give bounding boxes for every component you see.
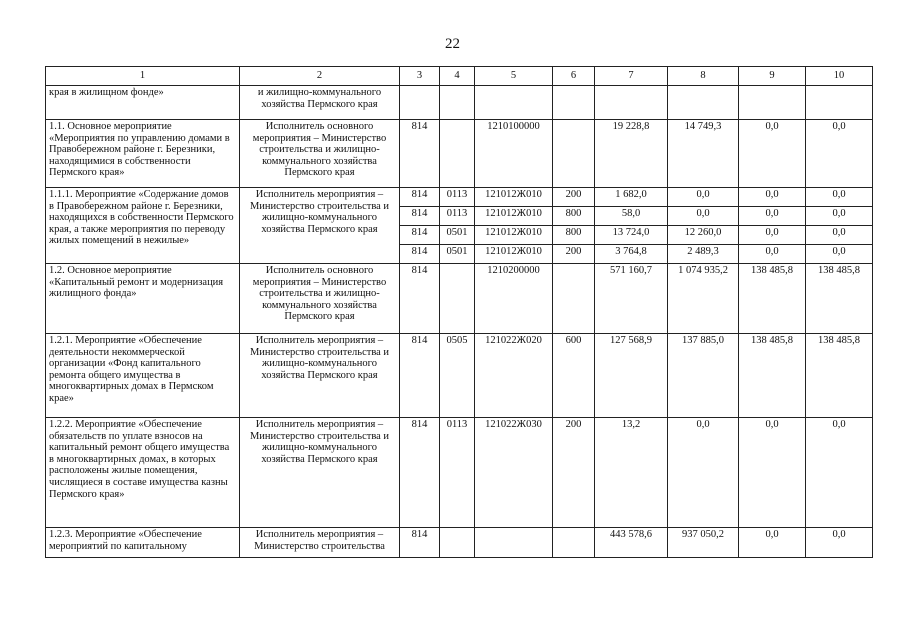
amount-year-3: 0,0 — [739, 120, 806, 188]
csr-code: 121012Ж010 — [475, 207, 553, 226]
measure-name: 1.2.2. Мероприятие «Обеспечение обязательств по уплате взносов на капитальный ремонт общего имущества в многоквартирных домах, в которых расположены жилые помещения, числящиеся в составе имущества казны Пермского края» — [46, 418, 240, 528]
section-code: 0113 — [440, 207, 475, 226]
header-cell: 2 — [240, 67, 400, 86]
amount-year-2: 14 749,3 — [668, 120, 739, 188]
header-cell: 8 — [668, 67, 739, 86]
vr-code — [553, 86, 595, 120]
table-row — [46, 86, 873, 120]
amount-year-4 — [806, 86, 873, 120]
amount-year-4: 138 485,8 — [806, 334, 873, 418]
table-row — [46, 528, 873, 558]
header-cell: 9 — [739, 67, 806, 86]
budget-table — [45, 66, 873, 558]
table-row — [46, 264, 873, 334]
executor: Исполнитель мероприятия – Министерство строительства и жилищно-коммунального хозяйства Пермского края — [240, 418, 400, 528]
csr-code: 121012Ж010 — [475, 245, 553, 264]
measure-name: края в жилищном фонде» — [46, 86, 240, 120]
header-cell: 6 — [553, 67, 595, 86]
table-row — [46, 120, 873, 188]
grbs-code: 814 — [400, 418, 440, 528]
grbs-code: 814 — [400, 528, 440, 558]
executor: Исполнитель основного мероприятия – Министерство строительства и жилищно-коммунального хозяйства Пермского края — [240, 264, 400, 334]
header-cell: 5 — [475, 67, 553, 86]
amount-year-2: 937 050,2 — [668, 528, 739, 558]
header-cell: 3 — [400, 67, 440, 86]
measure-name: 1.1. Основное мероприятие «Мероприятия по управлению домами в Правобережном районе г. Березники, находящимися в собственности Пермского края» — [46, 120, 240, 188]
amount-year-1: 1 682,0 — [595, 188, 668, 207]
executor: Исполнитель мероприятия – Министерство строительства и жилищно-коммунального хозяйства Пермского края — [240, 188, 400, 264]
header-cell: 1 — [46, 67, 240, 86]
amount-year-4: 0,0 — [806, 245, 873, 264]
amount-year-3: 0,0 — [739, 245, 806, 264]
table-row — [46, 334, 873, 418]
csr-code — [475, 86, 553, 120]
amount-year-4: 0,0 — [806, 188, 873, 207]
grbs-code: 814 — [400, 264, 440, 334]
executor: Исполнитель мероприятия – Министерство строительства — [240, 528, 400, 558]
amount-year-2 — [668, 86, 739, 120]
csr-code: 121012Ж010 — [475, 188, 553, 207]
amount-year-1: 443 578,6 — [595, 528, 668, 558]
section-code — [440, 86, 475, 120]
csr-code — [475, 528, 553, 558]
amount-year-4: 0,0 — [806, 528, 873, 558]
amount-year-3: 0,0 — [739, 418, 806, 528]
amount-year-3: 138 485,8 — [739, 264, 806, 334]
section-code: 0505 — [440, 334, 475, 418]
header-row — [46, 67, 873, 86]
page-number: 22 — [445, 36, 460, 52]
amount-year-3: 0,0 — [739, 226, 806, 245]
amount-year-1: 13 724,0 — [595, 226, 668, 245]
measure-name: 1.2. Основное мероприятие «Капитальный ремонт и модернизация жилищного фонда» — [46, 264, 240, 334]
amount-year-4: 0,0 — [806, 418, 873, 528]
table-row — [46, 418, 873, 528]
vr-code: 800 — [553, 207, 595, 226]
section-code: 0501 — [440, 245, 475, 264]
executor: и жилищно-коммунального хозяйства Пермского края — [240, 86, 400, 120]
header-cell: 4 — [440, 67, 475, 86]
section-code — [440, 264, 475, 334]
section-code — [440, 528, 475, 558]
csr-code: 1210100000 — [475, 120, 553, 188]
amount-year-2: 0,0 — [668, 207, 739, 226]
amount-year-4: 0,0 — [806, 120, 873, 188]
measure-name: 1.2.1. Мероприятие «Обеспечение деятельности некоммерческой организации «Фонд капитального ремонта общего имущества в многоквартирных домах в Пермском крае» — [46, 334, 240, 418]
amount-year-3: 0,0 — [739, 188, 806, 207]
vr-code: 200 — [553, 188, 595, 207]
vr-code: 800 — [553, 226, 595, 245]
amount-year-4: 0,0 — [806, 207, 873, 226]
amount-year-1: 571 160,7 — [595, 264, 668, 334]
csr-code: 1210200000 — [475, 264, 553, 334]
amount-year-3: 0,0 — [739, 207, 806, 226]
amount-year-1: 3 764,8 — [595, 245, 668, 264]
section-code: 0501 — [440, 226, 475, 245]
measure-name: 1.2.3. Мероприятие «Обеспечение мероприятий по капитальному — [46, 528, 240, 558]
amount-year-3: 0,0 — [739, 528, 806, 558]
grbs-code: 814 — [400, 207, 440, 226]
amount-year-1: 58,0 — [595, 207, 668, 226]
amount-year-2: 12 260,0 — [668, 226, 739, 245]
amount-year-2: 1 074 935,2 — [668, 264, 739, 334]
amount-year-4: 138 485,8 — [806, 264, 873, 334]
header-cell: 10 — [806, 67, 873, 86]
grbs-code: 814 — [400, 226, 440, 245]
csr-code: 121022Ж020 — [475, 334, 553, 418]
amount-year-2: 2 489,3 — [668, 245, 739, 264]
grbs-code: 814 — [400, 120, 440, 188]
amount-year-1: 19 228,8 — [595, 120, 668, 188]
executor: Исполнитель мероприятия – Министерство строительства и жилищно-коммунального хозяйства Пермского края — [240, 334, 400, 418]
grbs-code: 814 — [400, 245, 440, 264]
amount-year-1 — [595, 86, 668, 120]
amount-year-1: 13,2 — [595, 418, 668, 528]
vr-code — [553, 528, 595, 558]
section-code — [440, 120, 475, 188]
amount-year-3: 138 485,8 — [739, 334, 806, 418]
measure-name: 1.1.1. Мероприятие «Содержание домов в Правобережном районе г. Березники, находящихся в собственности Пермского края, а также мероприятия по переводу жилых помещений в нежилые» — [46, 188, 240, 264]
grbs-code: 814 — [400, 334, 440, 418]
vr-code — [553, 120, 595, 188]
amount-year-2: 0,0 — [668, 418, 739, 528]
amount-year-1: 127 568,9 — [595, 334, 668, 418]
grbs-code — [400, 86, 440, 120]
table-row — [46, 188, 873, 207]
csr-code: 121012Ж010 — [475, 226, 553, 245]
vr-code: 200 — [553, 418, 595, 528]
grbs-code: 814 — [400, 188, 440, 207]
csr-code: 121022Ж030 — [475, 418, 553, 528]
section-code: 0113 — [440, 188, 475, 207]
vr-code: 200 — [553, 245, 595, 264]
amount-year-2: 137 885,0 — [668, 334, 739, 418]
section-code: 0113 — [440, 418, 475, 528]
amount-year-3 — [739, 86, 806, 120]
vr-code: 600 — [553, 334, 595, 418]
amount-year-2: 0,0 — [668, 188, 739, 207]
executor: Исполнитель основного мероприятия – Министерство строительства и жилищно-коммунального хозяйства Пермского края — [240, 120, 400, 188]
amount-year-4: 0,0 — [806, 226, 873, 245]
vr-code — [553, 264, 595, 334]
header-cell: 7 — [595, 67, 668, 86]
